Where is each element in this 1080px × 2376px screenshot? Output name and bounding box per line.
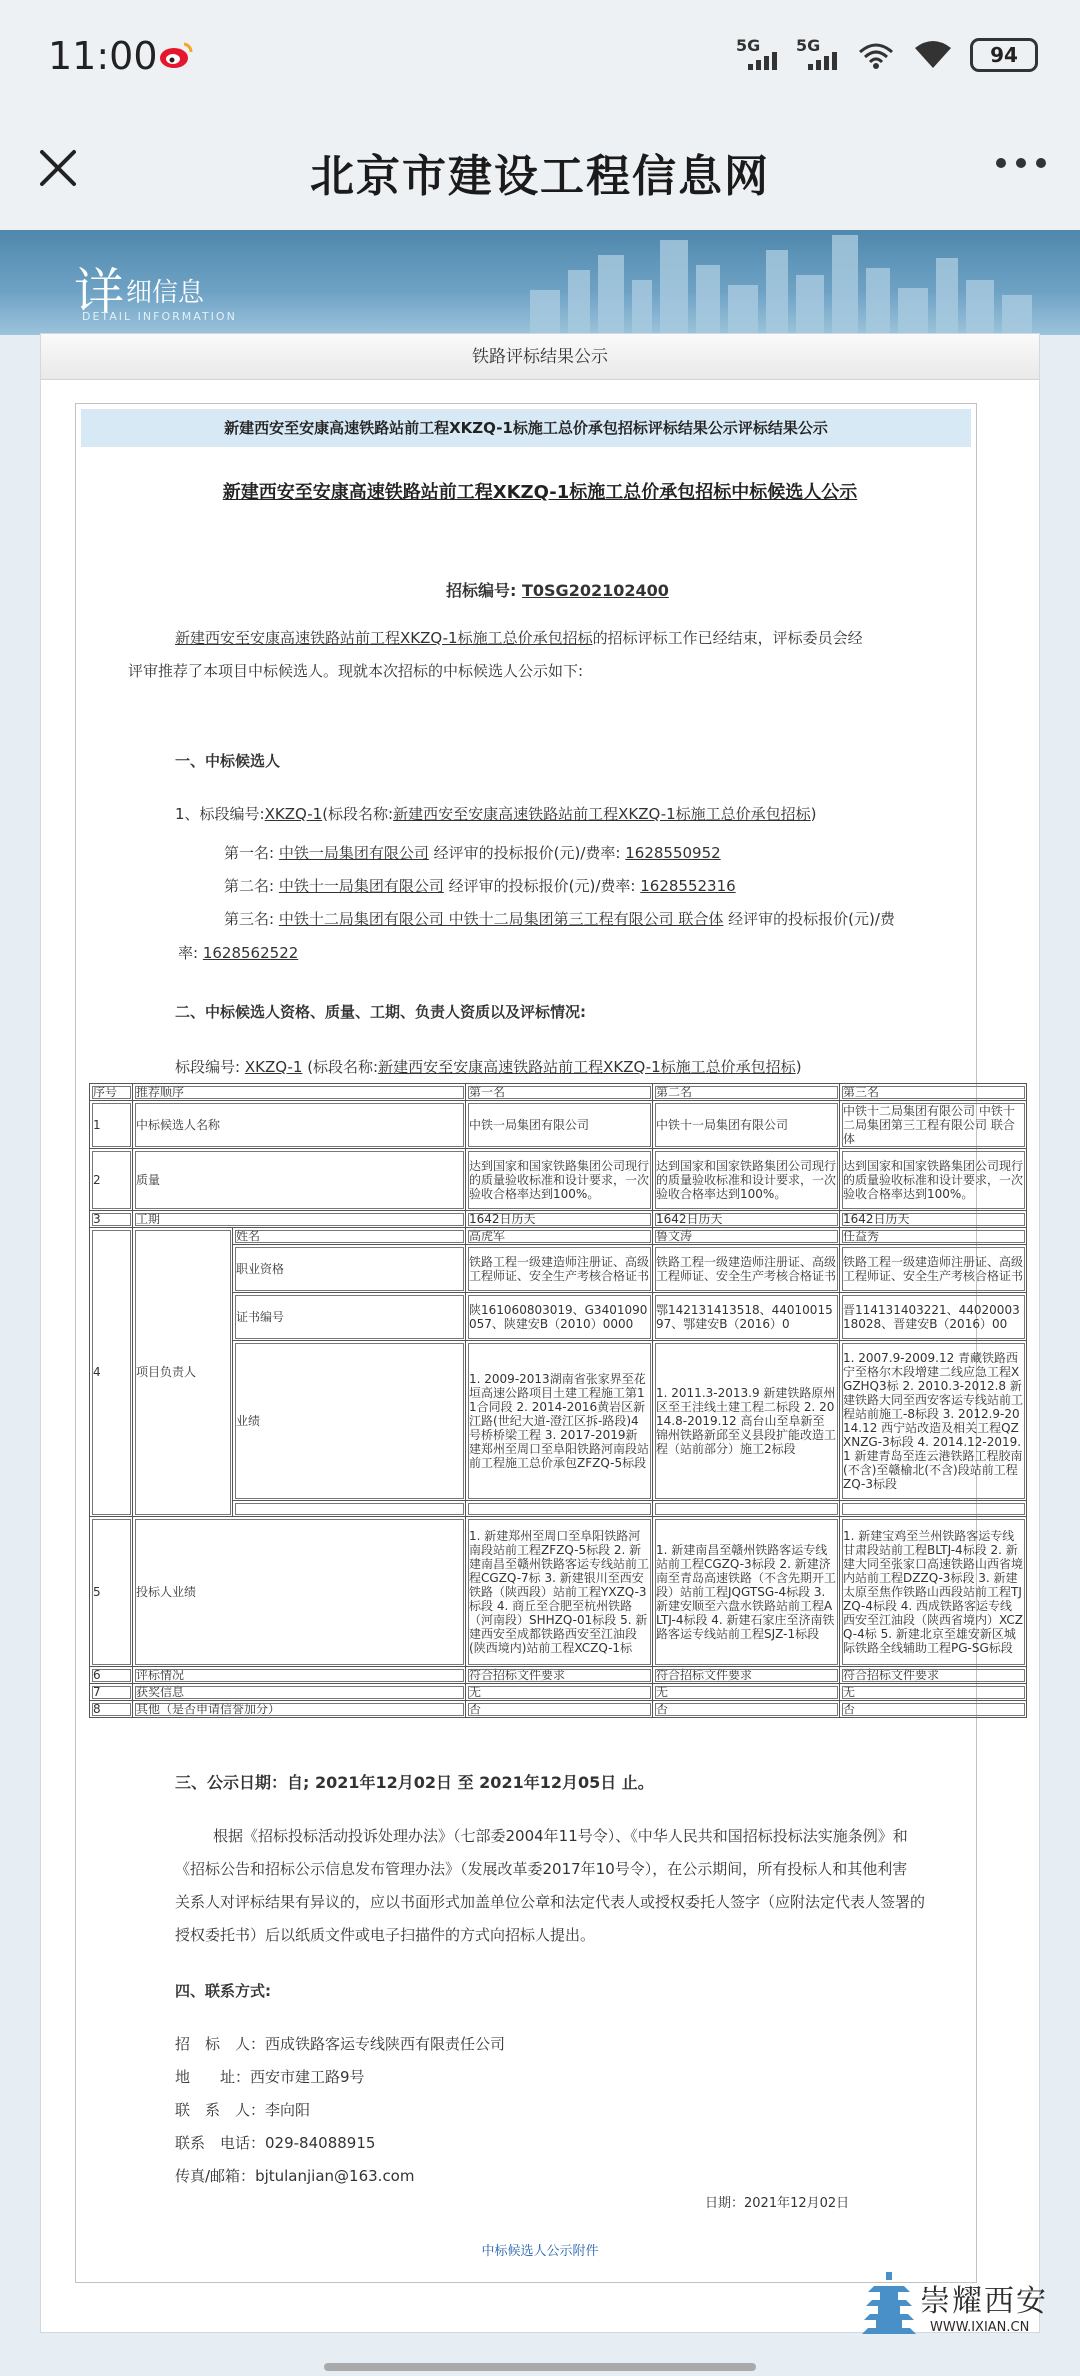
table-row — [90, 1701, 1027, 1718]
bid-number — [446, 578, 669, 601]
table-cell: 否 — [653, 1701, 840, 1718]
table-cell: 1642日历天 — [466, 1211, 653, 1228]
section-code-label: 1、标段编号: — [175, 805, 265, 823]
more-menu-icon[interactable] — [996, 158, 1046, 168]
table-cell: 1. 2009-2013湖南省张家界至花垣高速公路项目土建工程施工第11合同段 2. 2014-2016黄岩区新江路(世纪大道-澄江区拆-路段)4号桥桥梁工程 3. 2017-2019新建郑州至周口至阜阳铁路河南段站前工程施工总价承包ZFZQ-5标段 — [466, 1341, 653, 1501]
notice-line-3: 关系人对评标结果有异议的，应以书面形式加盖单位公章和法定代表人或授权委托人签字（应附法定代表人签署的 — [175, 1893, 926, 1911]
sec2-code-label: 标段编号: — [175, 1058, 241, 1076]
section-1-code-line — [175, 803, 817, 824]
table-row — [90, 1228, 1027, 1245]
contact-label: 联系 电话： — [175, 2134, 266, 2152]
table-row — [90, 1211, 1027, 1228]
watermark-url: WWW.IXIAN.CN — [930, 2320, 1030, 2335]
section-name-label: (标段名称: — [322, 805, 394, 823]
table-cell: 高虎军 — [466, 1228, 653, 1245]
table-cell: 达到国家和国家铁路集团公司现行的质量验收标准和设计要求，一次验收合格率达到100%。 — [466, 1149, 653, 1211]
table-cell: 质量 — [133, 1149, 466, 1211]
table-cell: 2 — [90, 1149, 133, 1211]
contact-row — [175, 2165, 414, 2186]
rank-1-price: 1628550952 — [625, 844, 721, 862]
table-row — [90, 1149, 1027, 1211]
table-cell: 中铁十二局集团有限公司 中铁十二局集团第三工程有限公司 联合体 — [840, 1101, 1027, 1149]
skyline-decoration — [520, 230, 1040, 335]
watermark-text: 崇耀西安 — [920, 2284, 1048, 2319]
table-row — [90, 1101, 1027, 1149]
table-cell: 陕161060803019、G3401090057、陕建安B（2010）0000 — [466, 1293, 653, 1341]
signal-label: 5G — [736, 36, 761, 55]
battery-indicator: 94 — [970, 38, 1038, 72]
table-cell: 7 — [90, 1684, 133, 1701]
table-cell: 鄂142131413518、4401001597、鄂建安B（2016）0 — [653, 1293, 840, 1341]
table-cell: 8 — [90, 1701, 133, 1718]
contact-row — [175, 2099, 310, 2120]
table-cell: 投标人业绩 — [133, 1517, 466, 1667]
table-cell: 其他（是否申请信誉加分） — [133, 1701, 466, 1718]
section-4-heading: 四、联系方式: — [175, 1982, 271, 2000]
table-cell: 第一名 — [466, 1084, 653, 1101]
contact-row — [175, 2132, 375, 2153]
table-cell: 中铁十一局集团有限公司 — [653, 1101, 840, 1149]
rank-3-line — [224, 908, 895, 929]
table-row — [90, 1517, 1027, 1667]
contact-value: 029-84088915 — [265, 2134, 376, 2152]
contact-label: 联 系 人： — [175, 2101, 266, 2119]
sec2-code: XKZQ-1 — [244, 1058, 303, 1076]
signal-label-2: 5G — [796, 36, 821, 55]
intro-line-1 — [175, 627, 863, 648]
contact-row — [175, 2066, 365, 2087]
table-cell: 4 — [90, 1228, 133, 1517]
table-cell: 1. 新建宝鸡至兰州铁路客运专线甘肃段站前工程BLTJ-4标段 2. 新建大同至张家口高速铁路山西省境内站前工程DZZQ-3标段 3. 新建太原至焦作铁路山西段站前工程TJZQ-4标段 4. 西成铁路客运专线西安至江油段（陕西省境内）XCZQ-4标 5. 新建北京至雄安新区城际铁路全线辅助工程PG-SG标段 — [840, 1517, 1027, 1667]
table-cell: 铁路工程一级建造师注册证、高级工程师证、安全生产考核合格证书 — [466, 1245, 653, 1293]
contact-label: 传真/邮箱： — [175, 2167, 256, 2185]
section-2-heading: 二、中标候选人资格、质量、工期、负责人资质以及评标情况: — [175, 1003, 587, 1021]
banner-title: 细信息 — [126, 278, 205, 308]
rank-1-price-label: 经评审的投标报价(元)/费率: — [433, 844, 621, 862]
table-cell: 项目负责人 — [133, 1228, 233, 1517]
contact-value: 李向阳 — [265, 2101, 311, 2119]
contact-label: 招 标 人： — [175, 2035, 266, 2053]
table-cell: 达到国家和国家铁路集团公司现行的质量验收标准和设计要求，一次验收合格率达到100%。 — [653, 1149, 840, 1211]
watermark — [862, 2268, 1062, 2348]
notice-line-1: 根据《招标投标活动投诉处理办法》（七部委2004年11号令）、《中华人民共和国招标投标法实施条例》和 — [213, 1827, 908, 1845]
table-cell: 3 — [90, 1211, 133, 1228]
cell-signal-icon — [736, 36, 778, 70]
contact-value: bjtulanjian@163.com — [255, 2167, 415, 2185]
home-indicator[interactable] — [324, 2363, 756, 2371]
status-time: 11:00 — [48, 34, 158, 78]
sec2-name-label: (标段名称: — [307, 1058, 379, 1076]
table-cell: 6 — [90, 1667, 133, 1684]
table-cell: 1. 2007.9-2009.12 青藏铁路西宁至格尔木段增建二线应急工程XGZHQ3标 2. 2010.3-2012.8 新建铁路大同至西安客运专线站前工程站前施工-8标段 3. 2012.9-2014.12 西宁站改造及相关工程QZXNZG-3标段 4. 2014.12-2019.1 新建青岛至连云港铁路工程胶南(不含)至赣榆北(不含)段站前工程ZQ-3标段 — [840, 1341, 1027, 1501]
intro-project: 新建西安至安康高速铁路站前工程XKZQ-1标施工总价承包招标 — [175, 629, 593, 647]
table-cell: 无 — [466, 1684, 653, 1701]
table-cell: 1642日历天 — [840, 1211, 1027, 1228]
section-code: XKZQ-1 — [264, 805, 323, 823]
sec2-name: 新建西安至安康高速铁路站前工程XKZQ-1标施工总价承包招标 — [378, 1058, 796, 1076]
hotspot-icon — [856, 40, 896, 70]
rank-3-price-line — [178, 942, 298, 963]
page-title: 北京市建设工程信息网 — [310, 151, 770, 202]
notice-line-2: 《招标公告和招标公示信息发布管理办法》（发展改革委2017年10号令），在公示期间，所有投标人和其他利害 — [175, 1860, 908, 1878]
wifi-icon — [914, 40, 952, 70]
rank-2-price-label: 经评审的投标报价(元)/费率: — [448, 877, 636, 895]
banner-big-char: 详 — [74, 263, 124, 321]
table-cell: 第三名 — [840, 1084, 1027, 1101]
table-cell: 1642日历天 — [653, 1211, 840, 1228]
nav-bar — [0, 118, 1080, 230]
table-cell: 5 — [90, 1517, 133, 1667]
table-cell: 中铁一局集团有限公司 — [466, 1101, 653, 1149]
detail-banner — [0, 230, 1080, 335]
table-cell: 姓名 — [233, 1228, 466, 1245]
table-cell: 职业资格 — [233, 1245, 466, 1293]
rank-1-name: 中铁一局集团有限公司 — [278, 844, 429, 862]
publish-date: 日期：2021年12月02日 — [705, 2196, 850, 2211]
table-cell: 序号 — [90, 1084, 133, 1101]
contact-value: 西成铁路客运专线陕西有限责任公司 — [265, 2035, 506, 2053]
table-cell: 否 — [466, 1701, 653, 1718]
rank-3-price-label: 经评审的投标报价(元)/费 — [728, 910, 895, 928]
section-1-heading: 一、中标候选人 — [175, 752, 281, 770]
contact-value: 西安市建工路9号 — [250, 2068, 365, 2086]
rank-2-label: 第二名: — [224, 877, 275, 895]
table-cell: 铁路工程一级建造师注册证、高级工程师证、安全生产考核合格证书 — [653, 1245, 840, 1293]
table-cell: 鲁文涛 — [653, 1228, 840, 1245]
table-cell: 任益秀 — [840, 1228, 1027, 1245]
table-cell: 1 — [90, 1101, 133, 1149]
table-cell: 符合招标文件要求 — [653, 1667, 840, 1684]
weibo-icon — [158, 40, 194, 70]
rank-3-price-label-2: 率: — [178, 944, 199, 962]
candidate-table — [89, 1083, 1027, 1718]
table-cell: 符合招标文件要求 — [466, 1667, 653, 1684]
rank-3-price: 1628562522 — [202, 944, 299, 962]
rank-2-line — [224, 875, 736, 896]
table-cell: 无 — [653, 1684, 840, 1701]
card-header: 铁路评标结果公示 — [41, 334, 1039, 380]
rank-3-label: 第三名: — [224, 910, 275, 928]
table-cell: 否 — [840, 1701, 1027, 1718]
table-row — [90, 1667, 1027, 1684]
pagoda-logo-icon — [862, 2270, 916, 2342]
table-cell: 符合招标文件要求 — [840, 1667, 1027, 1684]
table-cell: 推荐顺序 — [133, 1084, 466, 1101]
notice-line-4: 授权委托书）后以纸质文件或电子扫描件的方式向招标人提出。 — [175, 1926, 596, 1944]
table-cell: 无 — [840, 1684, 1027, 1701]
banner-subtitle: DETAIL INFORMATION — [82, 310, 237, 323]
sec2-close: ) — [795, 1058, 802, 1076]
table-row — [90, 1684, 1027, 1701]
table-cell: 晋114131403221、4402000318028、晋建安B（2016）00 — [840, 1293, 1027, 1341]
table-cell: 1. 新建南昌至赣州铁路客运专线站前工程CGZQ-3标段 2. 新建济南至青岛高速铁路（不含先期开工段）站前工程JQGTSG-4标段 3. 新建安顺至六盘水铁路站前工程ALTJ-4标段 4. 新建石家庄至济南铁路客运专线站前工程SJZ-1标段 — [653, 1517, 840, 1667]
contact-row — [175, 2033, 505, 2054]
section-name: 新建西安至安康高速铁路站前工程XKZQ-1标施工总价承包招标 — [393, 805, 811, 823]
rank-1-line — [224, 842, 721, 863]
table-cell: 铁路工程一级建造师注册证、高级工程师证、安全生产考核合格证书 — [840, 1245, 1027, 1293]
intro-line-2: 评审推荐了本项目中标候选人。现就本次招标的中标候选人公示如下: — [128, 662, 584, 680]
document-title: 新建西安至安康高速铁路站前工程XKZQ-1标施工总价承包招标中标候选人公示 — [222, 482, 858, 503]
contact-label: 地 址： — [175, 2068, 251, 2086]
table-cell: 获奖信息 — [133, 1684, 466, 1701]
rank-1-label: 第一名: — [224, 844, 275, 862]
rank-2-name: 中铁十一局集团有限公司 — [278, 877, 444, 895]
table-cell: 1. 新建郑州至周口至阜阳铁路河南段站前工程ZFZQ-5标段 2. 新建南昌至赣州铁路客运专线站前工程CGZQ-7标 3. 新建银川至西安铁路（陕西段）站前工程YXZQ-3标段 4. 商丘至合肥至杭州铁路（河南段）SHHZQ-01标段 5. 新建西安至成都铁路西安至江油段(陕西境内)站前工程XCZQ-1标 — [466, 1517, 653, 1667]
intro-rest: 的招标评标工作已经结束，评标委员会经 — [592, 629, 863, 647]
status-bar — [0, 0, 1080, 118]
document-subheader: 新建西安至安康高速铁路站前工程XKZQ-1标施工总价承包招标评标结果公示评标结果公示 — [81, 409, 971, 447]
rank-2-price: 1628552316 — [640, 877, 736, 895]
section-name-close: ) — [810, 805, 817, 823]
cell-signal-icon-2 — [796, 36, 838, 70]
table-cell: 达到国家和国家铁路集团公司现行的质量验收标准和设计要求，一次验收合格率达到100%。 — [840, 1149, 1027, 1211]
table-cell: 业绩 — [233, 1341, 466, 1501]
rank-3-name: 中铁十二局集团有限公司 中铁十二局集团第三工程有限公司 联合体 — [278, 910, 724, 928]
section-2-code-line — [175, 1056, 802, 1077]
section-3-heading: 三、公示日期：自; 2021年12月02日 至 2021年12月05日 止。 — [175, 1773, 654, 1792]
table-cell: 工期 — [133, 1211, 466, 1228]
table-cell: 中标候选人名称 — [133, 1101, 466, 1149]
table-cell: 1. 2011.3-2013.9 新建铁路原州区至王洼线土建工程二标段 2. 2014.8-2019.12 高台山至阜新至锦州铁路新邱至义县段扩能改造工程（站前部分）施工2标段 — [653, 1341, 840, 1501]
bid-number-label: 招标编号: — [446, 581, 517, 600]
table-cell: 第二名 — [653, 1084, 840, 1101]
table-header-row — [90, 1084, 1027, 1101]
table-cell: 证书编号 — [233, 1293, 466, 1341]
attachment-link[interactable]: 中标候选人公示附件 — [481, 2244, 599, 2259]
bid-number-value: T0SG202102400 — [521, 581, 669, 600]
table-cell: 评标情况 — [133, 1667, 466, 1684]
